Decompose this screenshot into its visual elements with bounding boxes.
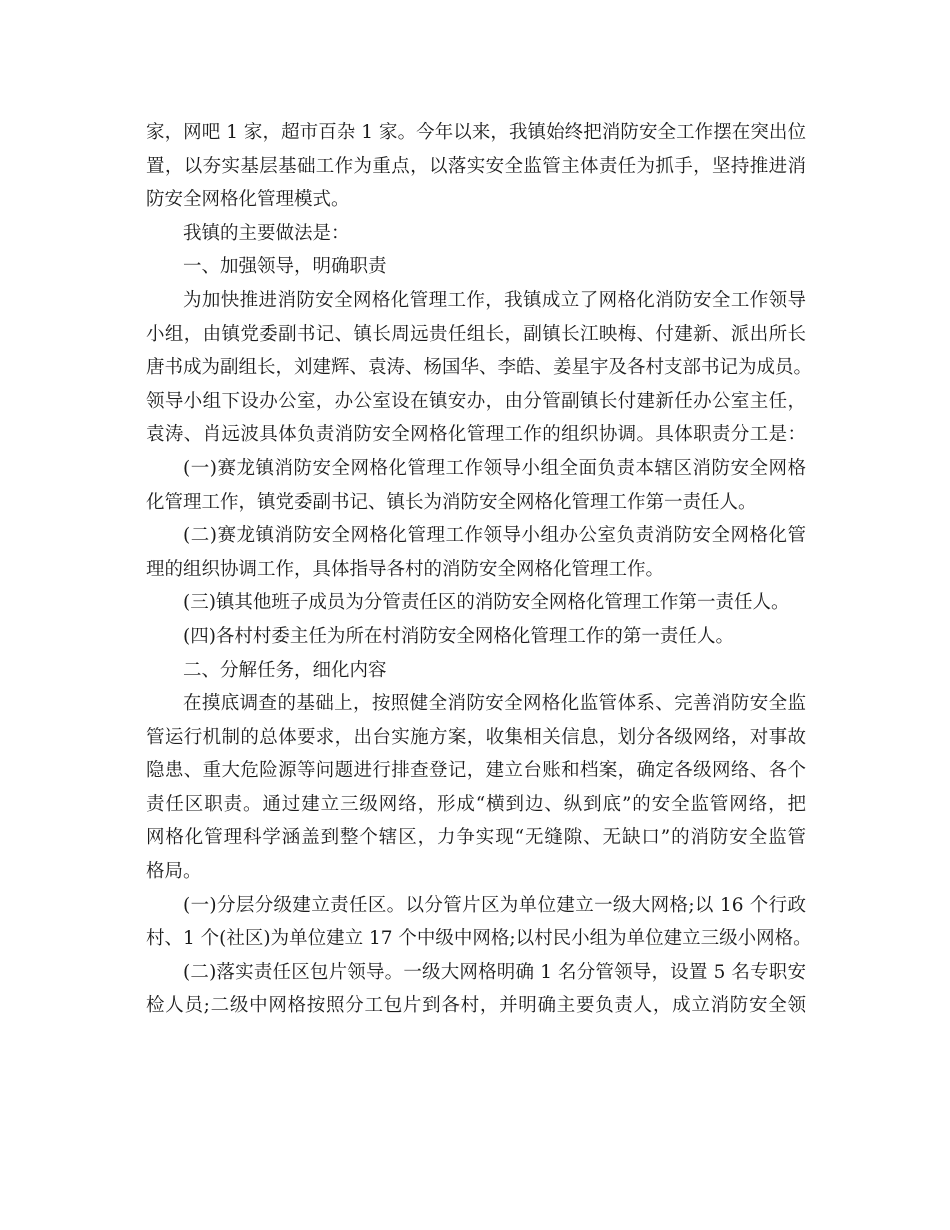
text-line: 隐患、重大危险源等问题进行排查登记，建立台账和档案，确定各级网络、各个 [146,760,806,782]
text-line: 检人员;二级中网格按照分工包片到各村，并明确主要负责人，成立消防安全领 [146,995,806,1017]
paragraph-line: (一)分层分级建立责任区。以分管片区为单位建立一级大网格;以 16 个行政 [183,894,806,916]
paragraph-line: 我镇的主要做法是： [183,222,350,244]
paragraph-line: (一)赛龙镇消防安全网格化管理工作领导小组全面负责本辖区消防安全网格 [183,457,806,479]
paragraph-line: 为加快推进消防安全网格化管理工作，我镇成立了网格化消防安全工作领导 [183,289,806,311]
text-line: 格局。 [146,861,202,883]
section-heading: 一、加强领导，明确职责 [183,256,387,278]
document-body [146,116,813,1023]
text-line: 管运行机制的总体要求，出台实施方案，收集相关信息，划分各级网络，对事故 [146,726,806,748]
paragraph-line: (三)镇其他班子成员为分管责任区的消防安全网格化管理工作第一责任人。 [183,592,790,614]
text-line: 理的组织协调工作，具体指导各村的消防安全网格化管理工作。 [146,558,665,580]
text-line: 防安全网格化管理模式。 [146,189,350,211]
text-line: 唐书成为副组长，刘建辉、袁涛、杨国华、李皓、姜星宇及各村支部书记为成员。 [146,357,813,379]
text-line: 袁涛、肖远波具体负责消防安全网格化管理工作的组织协调。具体职责分工是： [146,424,806,446]
paragraph-line: (二)赛龙镇消防安全网格化管理工作领导小组办公室负责消防安全网格化管 [183,525,806,547]
text-line: 网格化管理科学涵盖到整个辖区，力争实现“无缝隙、无缺口”的消防安全监管 [146,827,806,849]
text-line: 小组，由镇党委副书记、镇长周远贵任组长，副镇长江映梅、付建新、派出所长 [146,323,806,345]
text-line: 置，以夯实基层基础工作为重点，以落实安全监管主体责任为抓手，坚持推进消 [146,155,806,177]
text-line: 领导小组下设办公室，办公室设在镇安办，由分管副镇长付建新任办公室主任， [146,390,806,412]
text-line: 化管理工作，镇党委副书记、镇长为消防安全网格化管理工作第一责任人。 [146,491,757,513]
paragraph-line: (二)落实责任区包片领导。一级大网格明确 1 名分管领导，设置 5 名专职安 [183,961,806,983]
text-line: 责任区职责。通过建立三级网络，形成“横到边、纵到底”的安全监管网络，把 [146,793,806,815]
text-line: 村、1 个(社区)为单位建立 17 个中级中网格;以村民小组为单位建立三级小网格。 [146,928,812,950]
section-heading: 二、分解任务，细化内容 [183,659,387,681]
paragraph-line: 在摸底调查的基础上，按照健全消防安全网格化监管体系、完善消防安全监 [183,693,806,715]
text-line: 家，网吧 1 家，超市百杂 1 家。今年以来，我镇始终把消防安全工作摆在突出位 [146,122,806,143]
paragraph-line: (四)各村村委主任为所在村消防安全网格化管理工作的第一责任人。 [183,625,734,647]
